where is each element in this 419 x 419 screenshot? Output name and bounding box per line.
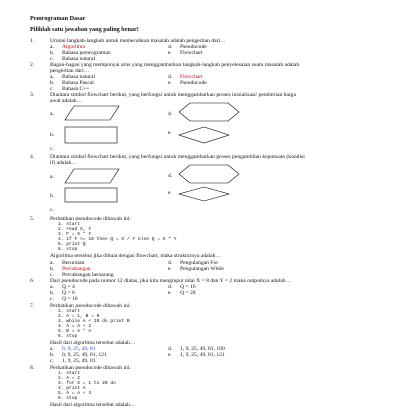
q3-option-c-letter: c. [50, 146, 54, 152]
q6-option-b: Q = 6 [62, 290, 75, 296]
q7-option-d: 1, 9, 25, 49, 81, 100 [180, 346, 225, 352]
q5-code-line: 2. read X, Y [58, 227, 92, 232]
q1-number: 1. [30, 38, 35, 44]
q5-option-a: Berurutan [62, 260, 85, 266]
q4-option-a-parallelogram-shape [64, 168, 120, 184]
q7-intro: Perhatikan pseudocode dibawah ini: [50, 303, 131, 309]
q1-option-b: Bahasa pemrograman [62, 50, 111, 56]
q6-option-a-letter: a. [50, 284, 54, 290]
q4-number: 4. [30, 154, 35, 160]
q5-code-line: 4. if F >= 10 then Q = X / Y else Q = X * Y [58, 237, 177, 242]
q8-code-line: 4. print A [58, 386, 86, 391]
q4-option-e-diamond-shape [178, 186, 230, 202]
q7-code-line: 3. while A < 10 do print B [58, 319, 130, 324]
q6-option-a: Q = 4 [62, 284, 75, 290]
q6-option-e-letter: e. [168, 290, 172, 296]
q1-option-c-letter: c. [50, 56, 54, 62]
course-title: Pemrograman Dasar [30, 15, 86, 22]
q1-option-d-letter: d. [168, 44, 173, 50]
q1-option-d: Pseudocode [180, 44, 207, 50]
q2-option-b: Bahasa Pascal [62, 80, 94, 86]
q3-option-b-letter: b. [50, 132, 55, 138]
q1-option-e-letter: e. [168, 50, 172, 56]
q7-code-line: 1. start [58, 309, 81, 314]
q3-option-d-letter: d. [168, 111, 173, 117]
q2-option-c: Bahasa C++ [62, 86, 90, 92]
q2-number: 2. [30, 62, 35, 68]
q7-option-d-letter: d. [168, 346, 173, 352]
q6-option-c: Q = 10 [62, 296, 78, 302]
q3-number: 3. [30, 92, 35, 98]
q3-text-line2: awal adalah… [50, 98, 83, 104]
q5-option-e-letter: e. [168, 266, 172, 272]
q4-text-line1: Diantara simbol flowchart berikut, yang berfungsi untuk menggambarkan proses pengambilan keputusan (kondisi [50, 154, 305, 160]
q8-intro: Perhatikan pseudocode dibawah ini: [50, 365, 131, 371]
q2-option-b-letter: b. [50, 80, 55, 86]
q7-option-c: 1, 9, 25, 49, 81 [62, 358, 96, 364]
q8-code-line: 1. start [58, 371, 81, 376]
q5-option-d-letter: d. [168, 260, 173, 266]
q3-option-d-hexagon-shape [178, 102, 240, 122]
q2-text-line1: Bagan-bagan yang mempunyai arus yang menggambarkan langkah-langkah penyelesaian suatu masalah adalah [50, 62, 300, 68]
q7-code-line: 2. A = 1, B = 0 [58, 314, 100, 319]
q1-option-a: Algoritma [62, 44, 85, 50]
q5-number: 5. [30, 216, 35, 222]
q4-option-c-letter: c. [50, 207, 54, 213]
q6-option-c-letter: c. [50, 296, 54, 302]
q8-question: Hasil dari algoritma tersebut adalah… [50, 402, 136, 408]
q1-option-b-letter: b. [50, 50, 55, 56]
q3-option-e-letter: e. [168, 130, 172, 136]
q1-option-e: Flowchart [180, 50, 203, 56]
q7-code-line: 4. A = A + 2 [58, 324, 92, 329]
q8-code-line: 5. A = A + 3 [58, 391, 92, 396]
q6-option-d: Q = 16 [180, 284, 196, 290]
q5-option-d: Pengulangan For [180, 260, 219, 266]
q8-number: 8. [30, 365, 35, 371]
q8-code-line: 3. for X = 1 to 20 do [58, 381, 116, 386]
q7-option-e: 1, 9, 25, 49, 81, 121 [180, 352, 225, 358]
q7-code-line: 6. stop [58, 334, 78, 339]
q5-option-c: Percabangan bersarang [62, 272, 114, 278]
q5-option-b: Percabangan [62, 266, 91, 272]
q7-option-a: 0, 9, 25, 49, 81 [62, 346, 96, 352]
q5-code-line: 5. print Q [58, 242, 86, 247]
q2-option-a: Bahasa natural [62, 74, 96, 80]
q2-option-a-letter: a. [50, 74, 54, 80]
q2-option-d: Flowchart [180, 74, 203, 80]
q7-option-b: 0, 9, 25, 49, 81, 121 [62, 352, 107, 358]
q8-code-line: 6. stop [58, 396, 78, 401]
q2-option-e: Pseudocode [180, 80, 207, 86]
q2-option-d-letter: d. [168, 74, 173, 80]
q7-code-line: 5. B = A * A [58, 329, 92, 334]
q7-option-b-letter: b. [50, 352, 55, 358]
q6-number: 6. [30, 278, 35, 284]
q5-intro: Perhatikan pseudocode dibawah ini: [50, 216, 131, 222]
q7-question: Hasil dari algoritma tersebut adalah… [50, 340, 136, 346]
q1-option-c: Bahasa natural [62, 56, 96, 62]
q8-code-line: 2. A = 2 [58, 376, 81, 381]
q6-option-b-letter: b. [50, 290, 55, 296]
q6-text: Dari pseudocode pada nomor 12 diatas, jika kita menginput nilai X = 8 dan Y = 2 maka outputnya adalah… [50, 278, 292, 284]
q5-code-line: 1. start [58, 222, 81, 227]
q3-text-line1: Diantara simbol flowchart berikut, yang berfungsi untuk menggambarkan proses inisialisasi/ pemberian harga [50, 92, 296, 98]
q1-text: Urutan langkah-langkah untuk memecahkan masalah adalah pengertian dari… [50, 38, 226, 44]
q4-option-b-rectangle-shape [64, 187, 118, 203]
q6-option-d-letter: d. [168, 284, 173, 290]
q5-option-c-letter: c. [50, 272, 54, 278]
q7-option-e-letter: e. [168, 352, 172, 358]
q4-option-d-letter: d. [168, 173, 173, 179]
q4-option-b-letter: b. [50, 193, 55, 199]
q4-text-line2: if) adalah… [50, 160, 77, 166]
q3-option-a-letter: a. [50, 111, 54, 117]
q3-option-a-parallelogram-shape [64, 105, 120, 121]
q5-code-line: 6. stop [58, 247, 78, 252]
q5-code-line: 3. F = X * Y [58, 232, 92, 237]
q4-option-a-letter: a. [50, 174, 54, 180]
q5-question: Algoritma tersebut jika dibuat dengan flowchart, maka strukturnya adalah… [50, 253, 222, 259]
q5-option-a-letter: a. [50, 260, 54, 266]
q7-number: 7. [30, 303, 35, 309]
q5-option-e: Pengulangan While [180, 266, 224, 272]
instruction: Pilihlah satu jawaban yang paling benar! [30, 26, 139, 33]
q5-option-b-letter: b. [50, 266, 55, 272]
q2-text-line2: pengertian dari… [50, 68, 90, 74]
q4-option-e-letter: e. [168, 190, 172, 196]
q2-option-e-letter: e. [168, 80, 172, 86]
q2-option-c-letter: c. [50, 86, 54, 92]
q4-option-d-hexagon-shape [178, 164, 240, 184]
q1-option-a-letter: a. [50, 44, 54, 50]
q3-option-b-rectangle-shape [64, 126, 118, 144]
q3-option-e-diamond-shape [178, 126, 230, 144]
q7-option-c-letter: c. [50, 358, 54, 364]
q6-option-e: Q = 20 [180, 290, 196, 296]
q7-option-a-letter: a. [50, 346, 54, 352]
